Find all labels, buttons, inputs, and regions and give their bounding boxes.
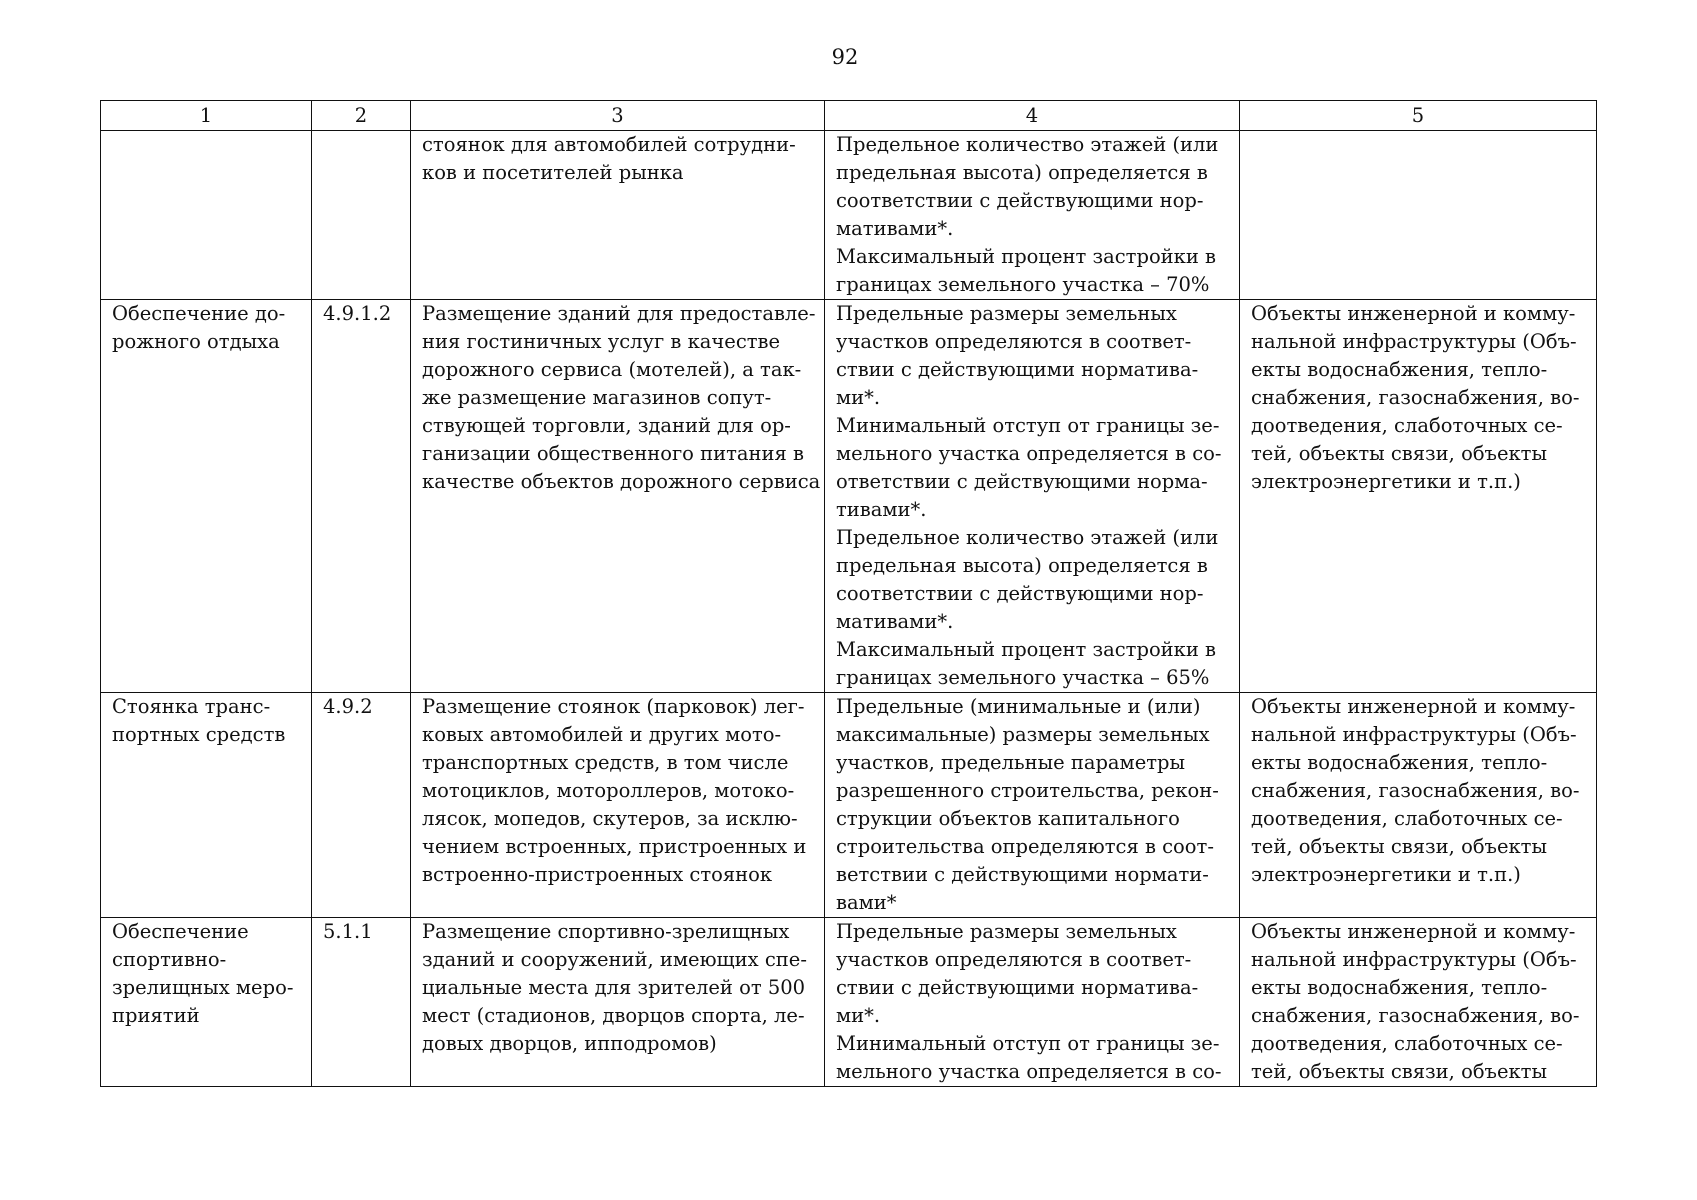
column-header: 5 — [1240, 101, 1597, 131]
cell-text-line: Объекты инженерной и комму- — [1251, 920, 1576, 943]
cell-text-line: мативами*. — [836, 217, 954, 240]
auxiliary-uses-cell — [1240, 918, 1597, 1087]
table-row — [101, 693, 1597, 918]
parameters-cell — [825, 693, 1240, 918]
use-description-cell — [411, 300, 825, 693]
cell-text-line: лясок, мопедов, скутеров, за исклю- — [422, 807, 798, 830]
cell-text-line: разрешенного строительства, рекон- — [836, 779, 1219, 802]
cell-text-line: чением встроенных, пристроенных и — [422, 835, 807, 858]
cell-text-line: приятий — [112, 1004, 200, 1027]
cell-text-line: нальной инфраструктуры (Объ- — [1251, 948, 1577, 971]
cell-text-line: екты водоснабжения, тепло- — [1251, 751, 1548, 774]
cell-text-line: электроэнергетики и т.п.) — [1251, 470, 1521, 493]
cell-text-line: Максимальный процент застройки в — [836, 638, 1217, 661]
cell-text-line: Предельное количество этажей (или — [836, 133, 1219, 156]
cell-text-line: Стоянка транс- — [112, 695, 271, 718]
cell-text-line: предельная высота) определяется в — [836, 554, 1208, 577]
cell-text-line: доотведения, слаботочных се- — [1251, 1032, 1563, 1055]
cell-text-line: же размещение магазинов сопут- — [422, 386, 772, 409]
use-type-name-cell — [101, 918, 312, 1087]
use-type-code-cell — [312, 918, 411, 1087]
cell-text-line: екты водоснабжения, тепло- — [1251, 358, 1548, 381]
cell-text-line: циальные места для зрителей от 500 — [422, 976, 806, 999]
parameters-cell — [825, 918, 1240, 1087]
column-header: 3 — [411, 101, 825, 131]
cell-text-line: рожного отдыха — [112, 330, 280, 353]
cell-text-line: соответствии с действующими нор- — [836, 189, 1204, 212]
cell-text-line: 4.9.1.2 — [323, 302, 392, 325]
use-description-cell — [411, 131, 825, 300]
parameters-cell — [825, 300, 1240, 693]
cell-text-line: мативами*. — [836, 610, 954, 633]
cell-text-line: дорожного сервиса (мотелей), а так- — [422, 358, 802, 381]
cell-text-line: Предельное количество этажей (или — [836, 526, 1219, 549]
cell-text-line: 5.1.1 — [323, 920, 373, 943]
cell-text-line: снабжения, газоснабжения, во- — [1251, 779, 1580, 802]
table-header-row — [101, 101, 1597, 131]
cell-text-line: тивами*. — [836, 498, 927, 521]
use-type-name-cell — [101, 300, 312, 693]
cell-text-line: Минимальный отступ от границы зе- — [836, 414, 1220, 437]
column-header: 1 — [101, 101, 312, 131]
cell-text-line: Предельные размеры земельных — [836, 920, 1177, 943]
cell-text-line: спортивно- — [112, 948, 227, 971]
column-header: 2 — [312, 101, 411, 131]
cell-text-line: электроэнергетики и т.п.) — [1251, 863, 1521, 886]
cell-text-line: ответствии с действующими норма- — [836, 470, 1208, 493]
cell-text-line: ния гостиничных услуг в качестве — [422, 330, 781, 353]
cell-text-line: портных средств — [112, 723, 286, 746]
cell-text-line: Обеспечение — [112, 920, 249, 943]
cell-text-line: тей, объекты связи, объекты — [1251, 1060, 1547, 1083]
cell-text-line: снабжения, газоснабжения, во- — [1251, 386, 1580, 409]
use-type-code-cell — [312, 131, 411, 300]
use-type-code-cell — [312, 300, 411, 693]
auxiliary-uses-cell — [1240, 131, 1597, 300]
cell-text-line: транспортных средств, в том числе — [422, 751, 789, 774]
cell-text-line: Объекты инженерной и комму- — [1251, 302, 1576, 325]
cell-text-line: ков и посетителей рынка — [422, 161, 684, 184]
cell-text-line: границах земельного участка – 65% — [836, 666, 1210, 689]
cell-text-line: тей, объекты связи, объекты — [1251, 835, 1547, 858]
cell-text-line: участков определяются в соответ- — [836, 948, 1192, 971]
cell-text-line: Минимальный отступ от границы зе- — [836, 1032, 1220, 1055]
cell-text-line: ветствии с действующими нормати- — [836, 863, 1209, 886]
cell-text-line: довых дворцов, ипподромов) — [422, 1032, 717, 1055]
cell-text-line: снабжения, газоснабжения, во- — [1251, 1004, 1580, 1027]
cell-text-line: Предельные (минимальные и (или) — [836, 695, 1201, 718]
cell-text-line: Обеспечение до- — [112, 302, 286, 325]
cell-text-line: Объекты инженерной и комму- — [1251, 695, 1576, 718]
cell-text-line: ковых автомобилей и других мото- — [422, 723, 782, 746]
use-description-cell — [411, 693, 825, 918]
use-description-cell — [411, 918, 825, 1087]
cell-text-line: доотведения, слаботочных се- — [1251, 807, 1563, 830]
cell-text-line: встроенно-пристроенных стоянок — [422, 863, 773, 886]
cell-text-line: мест (стадионов, дворцов спорта, ле- — [422, 1004, 805, 1027]
cell-text-line: максимальные) размеры земельных — [836, 723, 1210, 746]
cell-text-line: зрелищных меро- — [112, 976, 294, 999]
cell-text-line: ганизации общественного питания в — [422, 442, 804, 465]
cell-text-line: границах земельного участка – 70% — [836, 273, 1210, 296]
cell-text-line: нальной инфраструктуры (Объ- — [1251, 723, 1577, 746]
land-use-table — [100, 100, 1597, 1087]
cell-text-line: тей, объекты связи, объекты — [1251, 442, 1547, 465]
cell-text-line: Предельные размеры земельных — [836, 302, 1177, 325]
table-row — [101, 300, 1597, 693]
cell-text-line: ми*. — [836, 386, 881, 409]
cell-text-line: ствии с действующими нормативa- — [836, 358, 1199, 381]
cell-text-line: мельного участка определяется в со- — [836, 442, 1222, 465]
cell-text-line: Размещение спортивно-зрелищных — [422, 920, 790, 943]
use-type-name-cell — [101, 693, 312, 918]
cell-text-line: доотведения, слаботочных се- — [1251, 414, 1563, 437]
cell-text-line: вами* — [836, 891, 897, 914]
cell-text-line: 4.9.2 — [323, 695, 373, 718]
cell-text-line: струкции объектов капитального — [836, 807, 1180, 830]
cell-text-line: екты водоснабжения, тепло- — [1251, 976, 1548, 999]
cell-text-line: Размещение зданий для предоставле- — [422, 302, 816, 325]
table-row — [101, 131, 1597, 300]
cell-text-line: предельная высота) определяется в — [836, 161, 1208, 184]
cell-text-line: Максимальный процент застройки в — [836, 245, 1217, 268]
auxiliary-uses-cell — [1240, 300, 1597, 693]
cell-text-line: качестве объектов дорожного сервиса — [422, 470, 821, 493]
cell-text-line: мотоциклов, мотороллеров, мотоко- — [422, 779, 795, 802]
table-row — [101, 918, 1597, 1087]
use-type-code-cell — [312, 693, 411, 918]
cell-text-line: участков определяются в соответ- — [836, 330, 1192, 353]
cell-text-line: зданий и сооружений, имеющих спе- — [422, 948, 807, 971]
cell-text-line: нальной инфраструктуры (Объ- — [1251, 330, 1577, 353]
page-number: 92 — [831, 45, 859, 69]
cell-text-line: ствии с действующими нормативa- — [836, 976, 1199, 999]
cell-text-line: ствующей торговли, зданий для ор- — [422, 414, 791, 437]
cell-text-line: стоянок для автомобилей сотрудни- — [422, 133, 796, 156]
column-header: 4 — [825, 101, 1240, 131]
cell-text-line: участков, предельные параметры — [836, 751, 1186, 774]
cell-text-line: соответствии с действующими нор- — [836, 582, 1204, 605]
auxiliary-uses-cell — [1240, 693, 1597, 918]
cell-text-line: строительства определяются в соот- — [836, 835, 1214, 858]
parameters-cell — [825, 131, 1240, 300]
cell-text-line: ми*. — [836, 1004, 881, 1027]
use-type-name-cell — [101, 131, 312, 300]
cell-text-line: мельного участка определяется в со- — [836, 1060, 1222, 1083]
cell-text-line: Размещение стоянок (парковок) лег- — [422, 695, 805, 718]
